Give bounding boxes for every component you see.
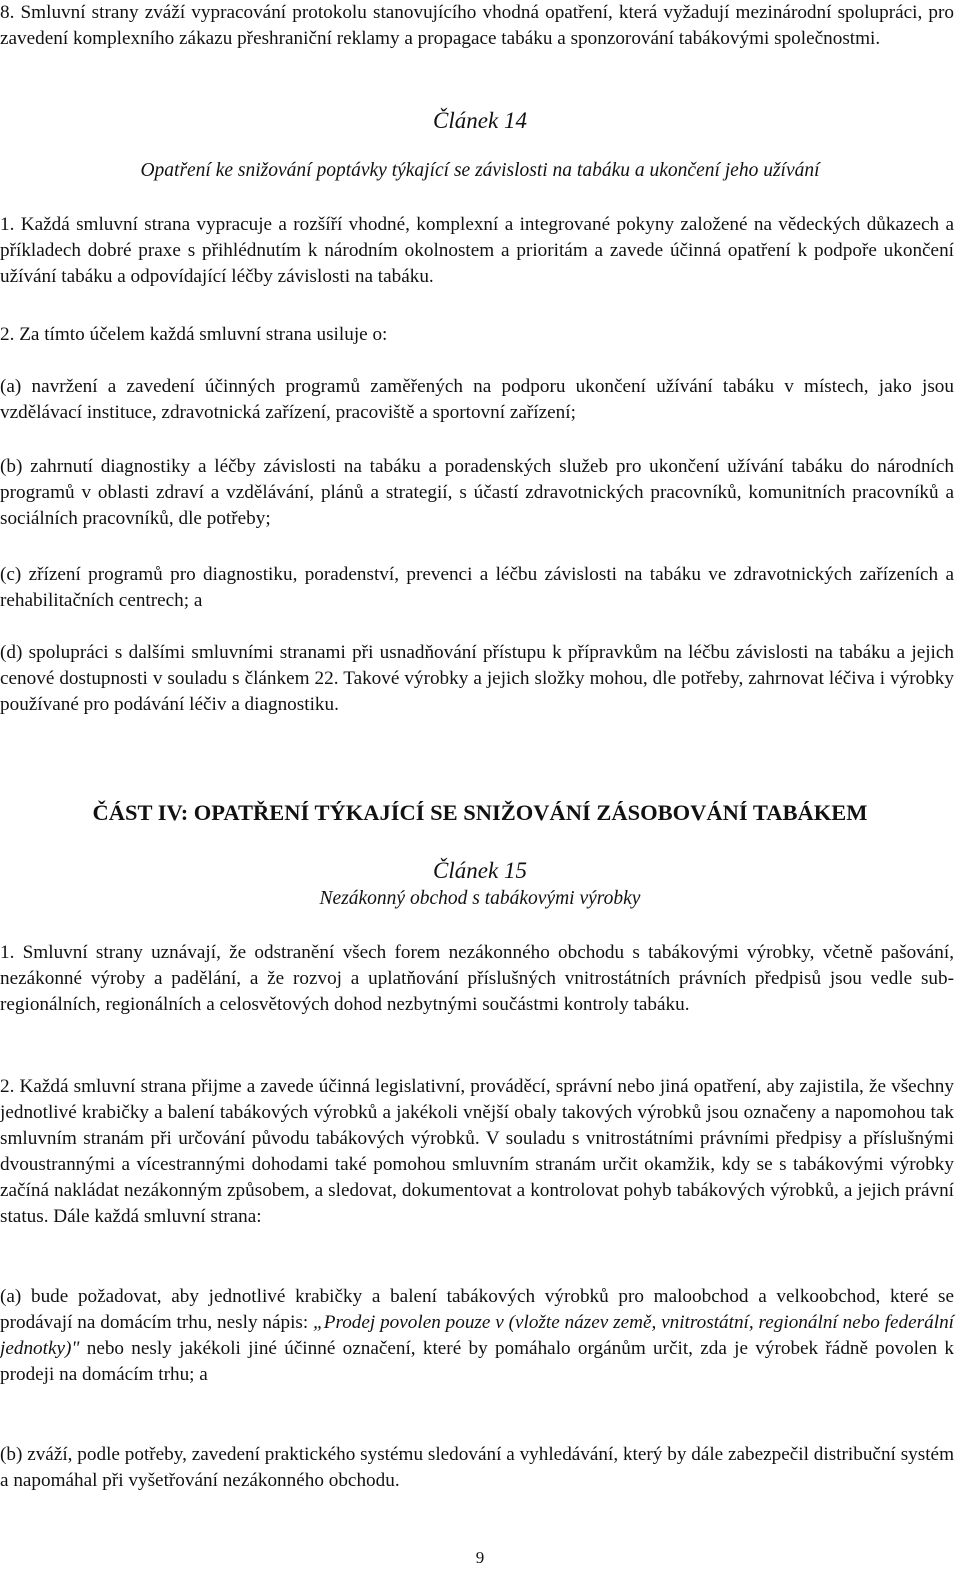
article-14-item-d: (d) spolupráci s dalšími smluvními stranami při usnadňování přístupu k přípravkům na léčbu závislosti na tabáku a jejich cenové dostupnosti v souladu s článkem 22. Takové výrobky a jejich složky mohou, dle potřeby, zahrnovat léčiva i výrobky používané pro podávání léčiv a diagnostiku.: [0, 642, 954, 715]
article-15-paragraph-2: 2. Každá smluvní strana přijme a zavede účinná legislativní, prováděcí, správní nebo jiná opatření, aby zajistila, že všechny jednotlivé krabičky a balení tabákových výrobků a jakékoli vnější obaly takových výrobků jsou označeny a napomohou tak smluvním stranám při určování původu tabákových výrobků. V souladu s vnitrostátními právními předpisy a příslušnými dvoustrannými a vícestrannými dohodami také pomohou smluvním stranám určit okamžik, kdy se s tabákovými výrobky začíná nakládat nezákonným způsobem, a sledovat, dokumentovat a kontrolovat pohyb tabákových výrobků, a jejich právní status. Dále každá smluvní strana:: [0, 1076, 954, 1227]
article-14-item-a: (a) navržení a zavedení účinných programů zaměřených na podporu ukončení užívání tabáku v místech, jako jsou vzdělávací instituce, zdravotnická zařízení, pracoviště a sportovní zařízení;: [0, 376, 954, 423]
article-15-item-a: [0, 1284, 954, 1388]
item-a-text-end: nebo nesly jakékoli jiné účinné označení, které by pomáhalo orgánům určit, zda je výrobek řádně povolen k prodeji na domácím trhu; a: [0, 1338, 954, 1385]
article-14-paragraph-1: 1. Každá smluvní strana vypracuje a rozšíří vhodné, komplexní a integrované pokyny založené na vědeckých důkazech a příkladech dobré praxe s přihlédnutím k národním okolnostem a prioritám a zavede účinná opatření k podpoře ukončení užívání tabáku a odpovídající léčby závislosti na tabáku.: [0, 214, 954, 287]
item-a-italic-label: „Prodej povolen pouze v (vložte název země, vnitrostátní, regionální nebo federální jednotky)": [0, 1312, 954, 1359]
article-15-subtitle: Nezákonný obchod s tabákovými výrobky: [319, 888, 641, 909]
article-14-item-c: (c) zřízení programů pro diagnostiku, poradenství, prevenci a léčbu závislosti na tabáku ve zdravotnických zařízeních a rehabilitačních centrech; a: [0, 564, 954, 611]
article-14-subtitle: Opatření ke snižování poptávky týkající se závislosti na tabáku a ukončení jeho užívání: [140, 160, 820, 181]
article-14-paragraph-2: 2. Za tímto účelem každá smluvní strana usiluje o:: [0, 324, 388, 345]
article-15-title: Článek 15: [433, 858, 527, 883]
article-14-item-b: (b) zahrnutí diagnostiky a léčby závislosti na tabáku a poradenských služeb pro ukončení užívání tabáku do národních programů v oblasti zdraví a vzdělávání, plánů a strategií, s účastí zdravotnických pracovníků, komunitních pracovníků a sociálních pracovníků, dle potřeby;: [0, 456, 954, 529]
article13-paragraph-8: 8. Smluvní strany zváží vypracování protokolu stanovujícího vhodná opatření, která vyžadují mezinárodní spolupráci, pro zavedení komplexního zákazu přeshraniční reklamy a propagace tabáku a sponzorování tabákovými společnostmi.: [0, 2, 954, 49]
page-number: 9: [475, 1548, 485, 1567]
article-14-title: Článek 14: [433, 108, 527, 133]
part-4-title: ČÁST IV: OPATŘENÍ TÝKAJÍCÍ SE SNIŽOVÁNÍ ZÁSOBOVÁNÍ TABÁKEM: [92, 800, 868, 825]
item-a-text-start: (a) bude požadovat, aby jednotlivé krabičky a balení tabákových výrobků pro maloobchod a velkoobchod, které se prodávají na domácím trhu, nesly nápis:: [0, 1286, 954, 1333]
article-15-item-b: (b) zváží, podle potřeby, zavedení praktického systému sledování a vyhledávání, který by dále zabezpečil distribuční systém a napomáhal při vyšetřování nezákonného obchodu.: [0, 1444, 954, 1491]
article-15-paragraph-1: 1. Smluvní strany uznávají, že odstranění všech forem nezákonného obchodu s tabákovými výrobky, včetně pašování, nezákonné výroby a padělání, a že rozvoj a uplatňování příslušných vnitrostátních právních předpisů jsou vedle sub-regionálních, regionálních a celosvětových dohod nezbytnými součástmi kontroly tabáku.: [0, 942, 954, 1015]
